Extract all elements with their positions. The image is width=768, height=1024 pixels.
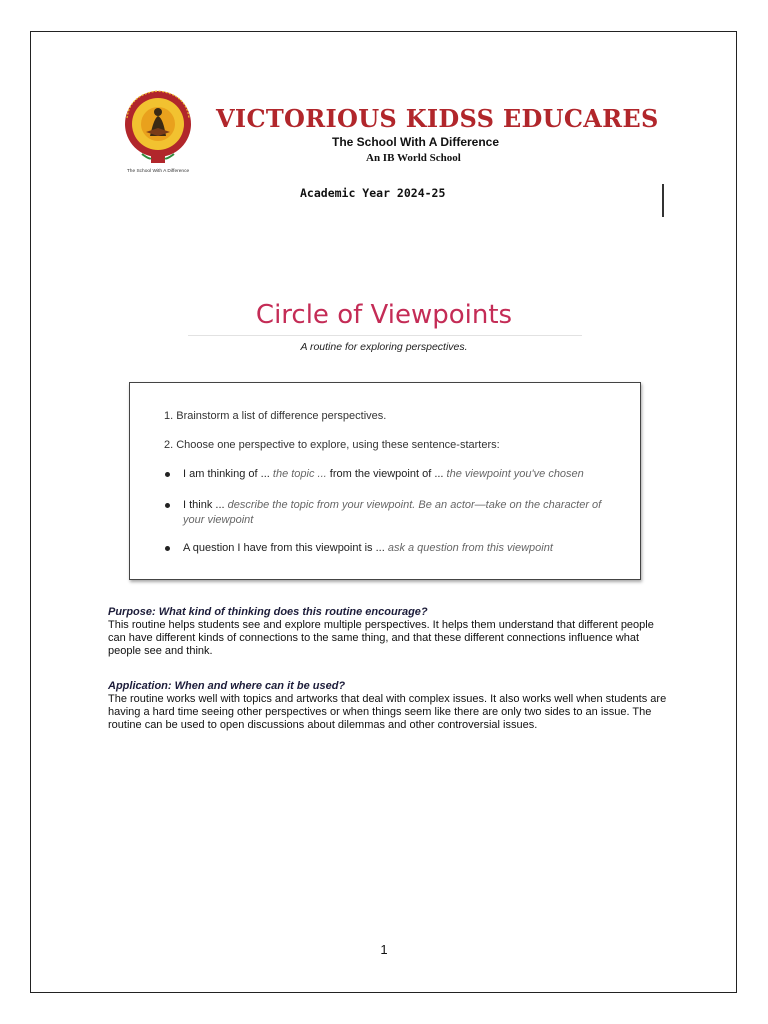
bullet-icon	[165, 546, 170, 551]
bullet-icon	[165, 472, 170, 477]
sentence-starter-3: A question I have from this viewpoint is ... ask a question from this viewpoint	[183, 542, 553, 554]
school-tagline: The School With A Difference	[332, 135, 500, 149]
application-heading: Application: When and where can it be used?	[108, 680, 346, 692]
school-logo	[110, 88, 206, 174]
title-divider	[188, 335, 582, 336]
page-subtitle: A routine for exploring perspectives.	[300, 341, 468, 353]
sentence-starter-2: I think ... describe the topic from your viewpoint. Be an actor—take on the character of your viewpoint	[183, 499, 602, 526]
routine-step-2: 2. Choose one perspective to explore, using these sentence-starters:	[164, 439, 500, 451]
application-section	[108, 680, 668, 732]
routine-step-1: 1. Brainstorm a list of difference perspectives.	[164, 410, 387, 422]
text-cursor-bar	[662, 184, 664, 217]
purpose-section	[108, 606, 668, 658]
school-name: VICTORIOUS KIDSS EDUCARES	[216, 104, 659, 133]
page-title: Circle of Viewpoints	[255, 300, 513, 330]
purpose-heading: Purpose: What kind of thinking does this routine encourage?	[108, 606, 428, 618]
ib-world-school-line: An IB World School	[366, 152, 461, 164]
bullet-icon	[165, 503, 170, 508]
academic-year: Academic Year 2024-25	[300, 186, 446, 200]
application-text: The routine works well with topics and artworks that deal with complex issues. It also works well when students are having a hard time seeing other perspectives or when things seem like there are only two sides to an issue. The routine can be used to open discussions about dilemmas and other controversial issues.	[108, 693, 667, 731]
logo-caption: The School With A Difference	[126, 169, 190, 174]
purpose-text: This routine helps students see and explore multiple perspectives. It helps them understand that different people can have different kinds of connections to the same thing, and that these different connections influence what people see and think.	[108, 619, 654, 657]
sentence-starter-1: I am thinking of ... the topic ... from the viewpoint of ... the viewpoint you've chosen	[183, 468, 584, 480]
page-number: 1	[380, 942, 388, 957]
